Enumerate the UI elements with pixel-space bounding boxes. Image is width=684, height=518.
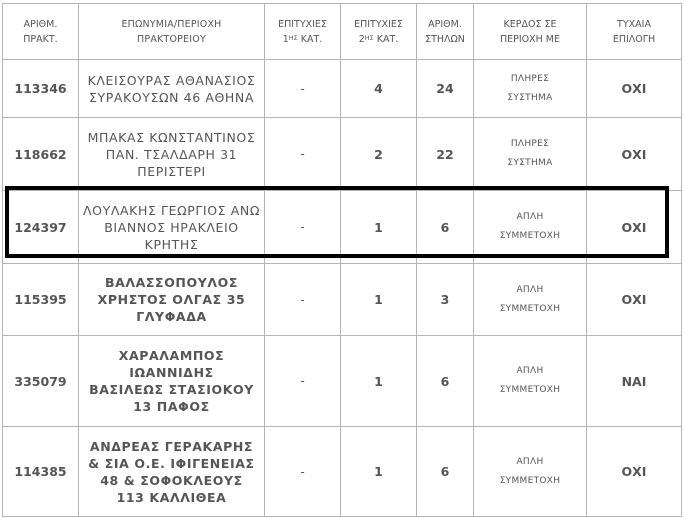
agency-code: 113346 [3, 60, 79, 118]
column-count: 6 [417, 336, 474, 427]
cat1-wins: - [265, 118, 341, 191]
results-table [2, 3, 682, 517]
random-pick: ΟΧΙ [587, 264, 682, 336]
cat1-wins: - [265, 60, 341, 118]
header-columns: ΑΡΙΘΜ. ΣΤΗΛΩΝ [417, 4, 474, 60]
table-row [3, 264, 682, 336]
cat1-wins: - [265, 336, 341, 427]
gain-type: ΑΠΛΗ ΣΥΜΜΕΤΟΧΗ [474, 427, 587, 517]
agency-code: 124397 [3, 191, 79, 264]
table-row [3, 336, 682, 427]
agency-code: 115395 [3, 264, 79, 336]
random-pick: ΝΑΙ [587, 336, 682, 427]
random-pick: ΟΧΙ [587, 60, 682, 118]
cat1-wins: - [265, 427, 341, 517]
random-pick: ΟΧΙ [587, 427, 682, 517]
gain-type: ΑΠΛΗ ΣΥΜΜΕΤΟΧΗ [474, 336, 587, 427]
cat2-wins: 4 [341, 60, 417, 118]
table-row [3, 427, 682, 517]
cat2-wins: 1 [341, 336, 417, 427]
gain-type: ΑΠΛΗ ΣΥΜΜΕΤΟΧΗ [474, 191, 587, 264]
column-count: 6 [417, 427, 474, 517]
header-code: ΑΡΙΘΜ. ΠΡΑΚΤ. [3, 4, 79, 60]
header-gain: ΚΕΡΔΟΣ ΣΕ ΠΕΡΙΟΧΗ ΜΕ [474, 4, 587, 60]
table-row-highlighted [3, 191, 682, 264]
cat2-wins: 1 [341, 264, 417, 336]
agency-name: ΚΛΕΙΣΟΥΡΑΣ ΑΘΑΝΑΣΙΟΣ ΣΥΡΑΚΟΥΣΩΝ 46 ΑΘΗΝΑ [79, 60, 265, 118]
header-random: ΤΥΧΑΙΑ ΕΠΙΛΟΓΗ [587, 4, 682, 60]
header-name: ΕΠΩΝΥΜΙΑ/ΠΕΡΙΟΧΗ ΠΡΑΚΤΟΡΕΙΟΥ [79, 4, 265, 60]
column-count: 3 [417, 264, 474, 336]
table-row [3, 60, 682, 118]
cat1-wins: - [265, 264, 341, 336]
agency-name: ΛΟΥΛΑΚΗΣ ΓΕΩΡΓΙΟΣ ΑΝΩ ΒΙΑΝΝΟΣ ΗΡΑΚΛΕΙΟ ΚΡΗΤΗΣ [79, 191, 265, 264]
cat2-wins: 2 [341, 118, 417, 191]
cat1-wins: - [265, 191, 341, 264]
agency-name: ΜΠΑΚΑΣ ΚΩΝΣΤΑΝΤΙΝΟΣ ΠΑΝ. ΤΣΑΛΔΑΡΗ 31 ΠΕΡΙΣΤΕΡΙ [79, 118, 265, 191]
agency-code: 114385 [3, 427, 79, 517]
header-cat1: ΕΠΙΤΥΧΙΕΣ $1^{H\Sigma}$ ΚΑΤ. [265, 4, 341, 60]
column-count: 6 [417, 191, 474, 264]
cat2-wins: 1 [341, 191, 417, 264]
agency-name: ΒΑΛΑΣΣΟΠΟΥΛΟΣ ΧΡΗΣΤΟΣ ΟΛΓΑΣ 35 ΓΛΥΦΑΔΑ [79, 264, 265, 336]
agency-code: 335079 [3, 336, 79, 427]
cat2-wins: 1 [341, 427, 417, 517]
column-count: 24 [417, 60, 474, 118]
header-row [3, 4, 682, 60]
column-count: 22 [417, 118, 474, 191]
random-pick: ΟΧΙ [587, 191, 682, 264]
gain-type: ΑΠΛΗ ΣΥΜΜΕΤΟΧΗ [474, 264, 587, 336]
agency-name: ΧΑΡΑΛΑΜΠΟΣ ΙΩΑΝΝΙΔΗΣ ΒΑΣΙΛΕΩΣ ΣΤΑΣΙΟΚΟΥ 13 ΠΑΦΟΣ [79, 336, 265, 427]
table-row [3, 118, 682, 191]
agency-code: 118662 [3, 118, 79, 191]
gain-type: ΠΛΗΡΕΣ ΣΥΣΤΗΜΑ [474, 60, 587, 118]
gain-type: ΠΛΗΡΕΣ ΣΥΣΤΗΜΑ [474, 118, 587, 191]
header-cat2: ΕΠΙΤΥΧΙΕΣ $2^{H\Sigma}$ ΚΑΤ. [341, 4, 417, 60]
agency-name: ΑΝΔΡΕΑΣ ΓΕΡΑΚΑΡΗΣ & ΣΙΑ Ο.Ε. ΙΦΙΓΕΝΕΙΑΣ 48 & ΣΟΦΟΚΛΕΟΥΣ 113 ΚΑΛΛΙΘΕΑ [79, 427, 265, 517]
random-pick: ΟΧΙ [587, 118, 682, 191]
